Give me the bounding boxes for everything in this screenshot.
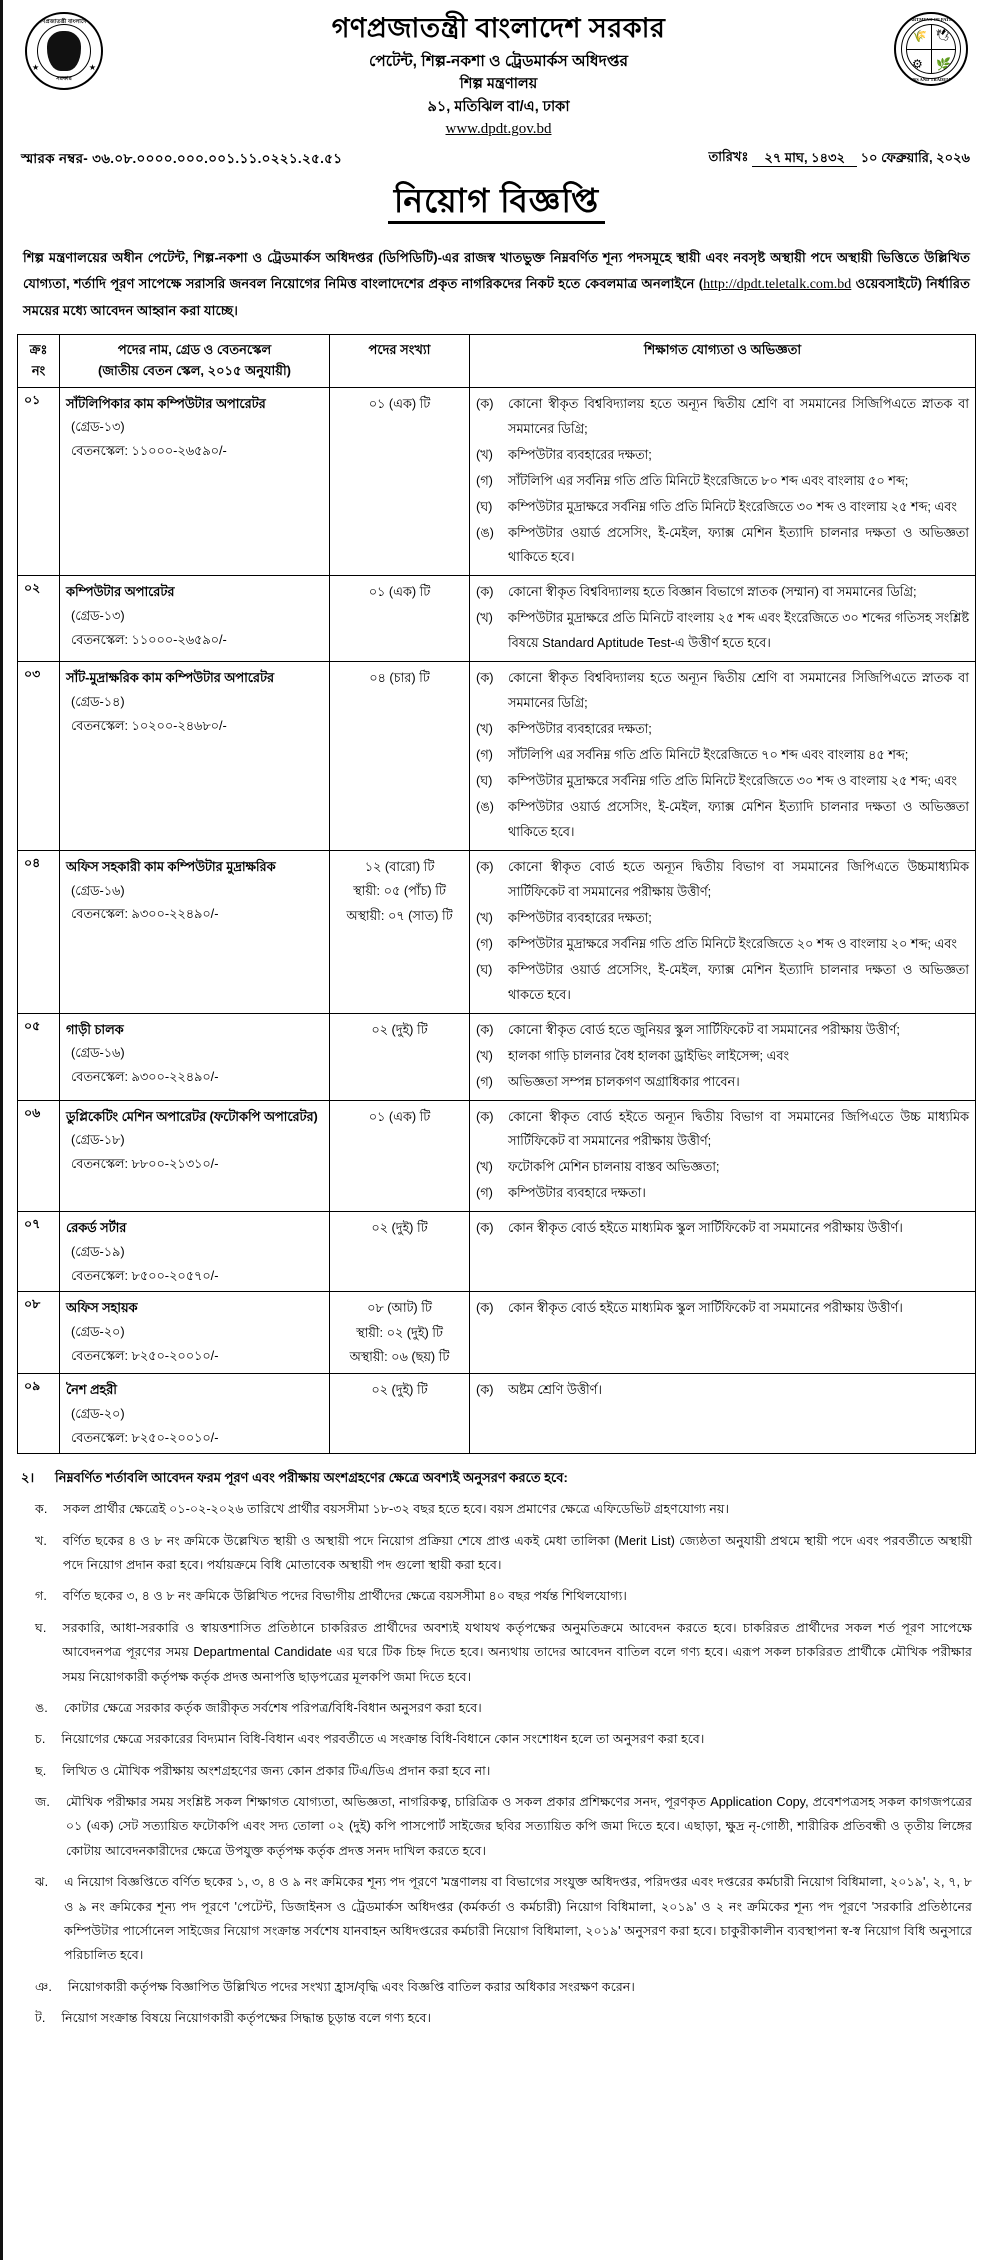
cell-vacancy-count xyxy=(330,1212,470,1292)
seal-star-left-icon: ★ xyxy=(32,63,40,72)
vacancy-count-line: ০১ (এক) টি xyxy=(368,395,431,411)
qualification-marker: (খ) xyxy=(476,909,493,925)
qualification-text: কোনো স্বীকৃত বোর্ড হতে জুনিয়র স্কুল সার্টিফিকেট বা সমমানের পরীক্ষায় উত্তীর্ণ; xyxy=(508,1021,900,1037)
table-row xyxy=(18,1013,976,1100)
government-title: গণপ্রজাতন্ত্রী বাংলাদেশ সরকার xyxy=(331,13,666,43)
qualification-list xyxy=(476,392,969,571)
qualification-text: কোন স্বীকৃত বোর্ড হইতে মাধ্যমিক স্কুল সার্টিফিকেট বা সমমানের পরীক্ষায় উত্তীর্ণ। xyxy=(508,1300,903,1316)
vacancy-count-line: ০১ (এক) টি xyxy=(368,584,431,600)
post-grade: (গ্রেড-১৩) xyxy=(71,419,125,435)
seal-bird-icon: 🕊 xyxy=(935,28,951,42)
post-grade: (গ্রেড-১৬) xyxy=(71,1045,125,1061)
qualification-item xyxy=(476,469,969,494)
qualification-text: কম্পিউটার মুদ্রাক্ষরে সর্বনিম্ন গতি প্রতি মিনিটে ইংরেজিতে ৩০ শব্দ ও বাংলায় ২৫ শব্দ; এবং xyxy=(508,498,957,514)
cell-vacancy-count xyxy=(330,1374,470,1454)
col-header-serial-l2: নং xyxy=(31,362,46,378)
table-row xyxy=(18,1100,976,1212)
cell-qualification xyxy=(470,1212,976,1292)
qualification-marker: (ক) xyxy=(476,1220,494,1236)
condition-text: নিয়োগকারী কর্তৃপক্ষ বিজ্ঞাপিত উল্লিখিত পদের সংখ্যা হ্রাস/বৃদ্ধি এবং বিজ্ঞপ্তি বাতিল করার অধিকার সংরক্ষণ করেন। xyxy=(67,1979,635,1994)
qualification-text: সাঁটলিপি এর সর্বনিম্ন গতি প্রতি মিনিটে ইংরেজিতে ৭০ শব্দ এবং বাংলায় ৪৫ শব্দ; xyxy=(508,747,909,763)
table-row xyxy=(18,576,976,662)
qualification-text: কম্পিউটার ব্যবহারের দক্ষতা; xyxy=(508,446,652,462)
cell-vacancy-count xyxy=(330,662,470,851)
qualification-item xyxy=(476,1155,969,1180)
condition-marker: গ. xyxy=(35,1589,47,1604)
cell-vacancy-count xyxy=(330,387,470,576)
condition-item xyxy=(21,1584,972,1608)
cell-post xyxy=(60,387,330,576)
qualification-text: অষ্টম শ্রেণি উত্তীর্ণ। xyxy=(508,1382,602,1398)
vacancy-count-line: স্থায়ী: ০২ (দুই) টি xyxy=(356,1324,443,1340)
seal-factory-icon: ⚙ xyxy=(912,57,923,71)
post-pay-scale: বেতনস্কেল: ১১০০০-২৬৫৯০/- xyxy=(71,443,227,459)
vacancy-count-line: অস্থায়ী: ০৬ (ছয়) টি xyxy=(349,1348,450,1364)
qualification-marker: (খ) xyxy=(476,721,493,737)
cell-vacancy-count xyxy=(330,1013,470,1100)
dpdt-seal-top-text: DEPARTMENT OF PATENTS xyxy=(901,17,961,22)
table-row xyxy=(18,1292,976,1374)
condition-item xyxy=(21,1497,972,1521)
qualification-item xyxy=(476,1018,969,1043)
cell-qualification xyxy=(470,387,976,576)
cell-serial: ০৩ xyxy=(18,662,60,851)
qualification-marker: (ঙ) xyxy=(476,799,494,815)
qualification-text: কোনো স্বীকৃত বোর্ড হতে অন্যূন দ্বিতীয় বিভাগ বা সমমানের জিপিএতে উচ্চমাধ্যমিক সার্টিফিকেট বা সমমানের পরীক্ষায় উত্তীর্ণ; xyxy=(508,858,969,899)
cell-vacancy-count xyxy=(330,1292,470,1374)
qualification-text: কম্পিউটার ওয়ার্ড প্রসেসিং, ই-মেইল, ফ্যাক্স মেশিন ইত্যাদি চালনার দক্ষতা ও অভিজ্ঞতা থাকিতে হবে। xyxy=(508,524,969,565)
post-grade: (গ্রেড-১৯) xyxy=(71,1244,125,1259)
qualification-list xyxy=(476,1296,969,1321)
qualification-marker: (ক) xyxy=(476,1300,494,1316)
date-bangla: ২৭ মাঘ, ১৪৩২ xyxy=(752,150,857,167)
qualification-item xyxy=(476,1044,969,1069)
post-pay-scale: বেতনস্কেল: ৯৩০০-২২৪৯০/- xyxy=(71,906,219,922)
post-name: অফিস সহায়ক xyxy=(66,1300,138,1316)
qualification-marker: (গ) xyxy=(476,1073,493,1089)
cell-post xyxy=(60,1013,330,1100)
application-url-link[interactable]: http://dpdt.teletalk.com.bd xyxy=(703,277,852,293)
qualification-marker: (ঘ) xyxy=(476,961,493,977)
col-header-qualification: শিক্ষাগত যোগ্যতা ও অভিজ্ঞতা xyxy=(470,335,976,388)
date-label: তারিখঃ xyxy=(708,149,749,165)
condition-marker: ক. xyxy=(35,1502,48,1517)
qualification-item xyxy=(476,606,969,656)
qualification-item xyxy=(476,717,969,742)
condition-item xyxy=(21,1975,972,1999)
vacancy-count-line: ০২ (দুই) টি xyxy=(371,1021,428,1037)
condition-item xyxy=(21,1616,972,1689)
qualification-item xyxy=(476,906,969,931)
col-header-serial-l1: ক্রঃ xyxy=(29,342,48,358)
page-title-text: নিয়োগ বিজ্ঞপ্তি xyxy=(388,182,605,224)
cell-post xyxy=(60,1292,330,1374)
qualification-text: সাঁটলিপি এর সর্বনিম্ন গতি প্রতি মিনিটে ইংরেজিতে ৮০ শব্দ এবং বাংলায় ৫০ শব্দ; xyxy=(508,472,909,488)
condition-text: বর্ণিত ছকের ৩, ৪ ও ৮ নং ক্রমিকে উল্লিখিত পদের বিভাগীয় প্রার্থীদের ক্ষেত্রে বয়সসীমা ৪০ বছর পর্যন্ত শিথিলযোগ্য। xyxy=(62,1589,627,1604)
cell-vacancy-count xyxy=(330,576,470,662)
date-block xyxy=(709,148,970,169)
vacancy-count-line: ০৮ (আট) টি xyxy=(367,1300,432,1316)
condition-marker: চ. xyxy=(35,1732,46,1747)
cell-qualification xyxy=(470,662,976,851)
page-title xyxy=(17,175,976,231)
qualification-marker: (ক) xyxy=(476,1021,494,1037)
cell-post xyxy=(60,1212,330,1292)
vacancy-table xyxy=(17,334,976,1454)
vacancy-count-line: ০২ (দুই) টি xyxy=(371,1220,428,1236)
vacancy-count-line: ০৪ (চার) টি xyxy=(369,670,430,686)
intro-part1: শিল্প মন্ত্রণালয়ের অধীন পেটেন্ট, শিল্প-নকশা ও ট্রেডমার্কস অধিদপ্তর (ডিপিডিটি)-এর রাজস্ব খাতভুক্ত নিম্নবর্ণিত শূন্য পদসমূহে স্থায়ী এবং নবসৃষ্ট অস্থায়ী পদে অস্থায়ী ভিত্তিতে উল্লিখিত যোগ্যতা, শর্তাদি পূরণ সাপেক্ষে সরাসরি জনবল নিয়োগের নিমিত্ত বাংলাদেশের প্রকৃত নাগরিকদের নিকট হতে কেবলমাত্র অনলাইনে ( xyxy=(23,250,970,292)
memo-date-row xyxy=(17,148,976,171)
qualification-list xyxy=(476,1216,969,1241)
qualification-item xyxy=(476,1296,969,1321)
cell-post xyxy=(60,576,330,662)
seal-wheat-icon: 🌾 xyxy=(912,29,927,43)
qualification-text: কম্পিউটার ব্যবহারে দক্ষতা। xyxy=(508,1185,646,1201)
vacancy-count-line: ০১ (এক) টি xyxy=(368,1108,431,1124)
condition-text: বর্ণিত ছকের ৪ ও ৮ নং ক্রমিকে উল্লেখিত স্থায়ী ও অস্থায়ী পদে নিয়োগ প্রক্রিয়া শেষে প্রাপ্ত একই মেধা তালিকা (Merit List) জ্যেষ্ঠতা অনুযায়ী প্রথমে স্থায়ী পদে এবং পরবর্তীতে অস্থায়ী পদে নিয়োগ প্রদান করা হবে। পর্যায়ক্রমে বিধি মোতাবেক অস্থায়ী পদ গুলো স্থায়ী করা হবে। xyxy=(62,1533,972,1572)
qualification-text: কম্পিউটার ব্যবহারের দক্ষতা; xyxy=(508,721,652,737)
cell-serial: ০২ xyxy=(18,576,60,662)
cell-serial: ০৯ xyxy=(18,1374,60,1454)
qualification-marker: (ঙ) xyxy=(476,524,494,540)
condition-marker: ঙ. xyxy=(35,1700,48,1715)
post-grade: (গ্রেড-১৩) xyxy=(71,608,125,624)
qualification-text: কোন স্বীকৃত বোর্ড হইতে মাধ্যমিক স্কুল সার্টিফিকেট বা সমমানের পরীক্ষায় উত্তীর্ণ। xyxy=(508,1220,903,1236)
qualification-list xyxy=(476,1378,969,1403)
qualification-text: কম্পিউটার ওয়ার্ড প্রসেসিং, ই-মেইল, ফ্যাক্স মেশিন ইত্যাদি চালনার দক্ষতা ও অভিজ্ঞতা থাকিতে হবে। xyxy=(508,799,969,839)
qualification-marker: (গ) xyxy=(476,472,493,488)
qualification-list xyxy=(476,580,969,656)
qualification-marker: (ক) xyxy=(476,1382,494,1398)
post-pay-scale: বেতনস্কেল: ৮৫০০-২০৫৭০/- xyxy=(71,1267,219,1283)
qualification-list xyxy=(476,1018,969,1095)
ministry-title: শিল্প মন্ত্রণালয় xyxy=(459,76,538,92)
qualification-item xyxy=(476,958,969,1008)
qualification-marker: (গ) xyxy=(476,1185,493,1201)
qualification-marker: (খ) xyxy=(476,1159,493,1175)
header-text-block xyxy=(103,12,894,138)
qualification-item xyxy=(476,932,969,957)
condition-marker: ঘ. xyxy=(35,1620,47,1635)
condition-text: কোটার ক্ষেত্রে সরকার কর্তৃক জারীকৃত সর্বশেষ পরিপত্র/বিধি-বিধান অনুসরণ করা হবে। xyxy=(63,1700,482,1715)
post-name: নৈশ প্রহরী xyxy=(66,1382,117,1398)
post-grade: (গ্রেড-১৮) xyxy=(71,1132,125,1148)
seal-top-text: গণপ্রজাতন্ত্রী বাংলাদেশ xyxy=(38,19,90,25)
qualification-text: কোনো স্বীকৃত বিশ্ববিদ্যালয় হতে অন্যূন দ্বিতীয় শ্রেণি বা সমমানের সিজিপিএতে স্নাতক বা সমমানের ডিগ্রি; xyxy=(508,670,969,711)
conditions-heading-text: নিম্নবর্ণিত শর্তাবলি আবেদন ফরম পূরণ এবং পরীক্ষায় অংশগ্রহণের ক্ষেত্রে অবশ্যই অনুসরণ করতে হবে: xyxy=(55,1470,568,1486)
qualification-item xyxy=(476,521,969,571)
condition-item xyxy=(21,1790,972,1863)
qualification-text: কম্পিউটার মুদ্রাক্ষরে প্রতি মিনিটে বাংলায় ২৫ শব্দ এবং ইংরেজিতে ৩০ শব্দের গতিসহ সংশ্লিষ্ট বিষয়ে Standard Aptitude Test-এ উত্তীর্ণ হতে হবে। xyxy=(508,610,969,651)
table-row xyxy=(18,850,976,1013)
qualification-item xyxy=(476,495,969,520)
post-pay-scale: বেতনস্কেল: ৯৩০০-২২৪৯০/- xyxy=(71,1069,219,1084)
dpdt-seal-inner xyxy=(906,24,956,74)
condition-text: নিয়োগের ক্ষেত্রে সরকারের বিদ্যমান বিধি-বিধান এবং পরবর্তীতে এ সংক্রান্ত বিধি-বিধানে কোন সংশোধন হলে তা অনুসরণ করা হবে। xyxy=(61,1732,705,1747)
qualification-text: অভিজ্ঞতা সম্পন্ন চালকগণ অগ্রাধিকার পাবেন। xyxy=(508,1073,740,1089)
col-header-post xyxy=(60,335,330,388)
qualification-item xyxy=(476,1105,969,1155)
condition-marker: জ. xyxy=(35,1795,50,1809)
condition-marker: ছ. xyxy=(35,1763,47,1778)
cell-qualification xyxy=(470,1374,976,1454)
qualification-item xyxy=(476,855,969,905)
qualification-item xyxy=(476,580,969,605)
table-row xyxy=(18,662,976,851)
department-title: পেটেন্ট, শিল্প-নকশা ও ট্রেডমার্কস অধিদপ্তর xyxy=(368,52,629,70)
qualification-marker: (গ) xyxy=(476,747,493,763)
condition-text: সরকারি, আধা-সরকারি ও স্বায়ত্তশাসিত প্রতিষ্ঠানে চাকরিরত প্রার্থীদের অবশ্যই যথাযথ কর্তৃপক্ষের অনুমতিক্রমে আবেদন করতে হবে। চাকরিরত প্রার্থীদের সকল শর্ত পূরণ সাপেক্ষে আবেদনপত্র পূরণের সময় Departmental Candidate এর ঘরে টিক চিহ্ন দিতে হবে। অন্যথায় তাদের আবেদন বাতিল বলে গণ্য হবে। এরূপ সকল চাকরিরত প্রার্থীকে মৌখিক পরীক্ষার সময় নিয়োগকারী কর্তৃপক্ষ কর্তৃক প্রদত্ত অনাপত্তি ছাড়পত্রের মূলকপি জমা দিতে হবে। xyxy=(62,1620,972,1684)
seal-bottom-text: সরকার xyxy=(56,76,72,82)
cell-qualification xyxy=(470,850,976,1013)
seal-plant-icon: 🌿 xyxy=(936,57,951,71)
qualification-list xyxy=(476,666,969,845)
office-address: ৯১, মতিঝিল বা/এ, ঢাকা xyxy=(427,99,570,116)
condition-text: লিখিত ও মৌখিক পরীক্ষায় অংশগ্রহণের জন্য কোন প্রকার টিএ/ডিএ প্রদান করা হবে না। xyxy=(62,1763,491,1778)
qualification-item xyxy=(476,1378,969,1403)
qualification-marker: (ক) xyxy=(476,670,494,686)
qualification-text: ফটোকপি মেশিন চালনায় বাস্তব অভিজ্ঞতা; xyxy=(508,1159,720,1175)
qualification-marker: (ক) xyxy=(476,1108,494,1124)
post-name: কম্পিউটার অপারেটর xyxy=(66,584,175,600)
table-row xyxy=(18,1212,976,1292)
vacancy-table-body xyxy=(18,387,976,1454)
qualification-list xyxy=(476,1105,969,1207)
qualification-marker: (খ) xyxy=(476,1047,493,1063)
qualification-text: কম্পিউটার মুদ্রাক্ষরে সর্বনিম্ন গতি প্রতি মিনিটে ইংরেজিতে ২০ শব্দ ও বাংলায় ২০ শব্দ; এবং xyxy=(508,935,957,951)
qualification-list xyxy=(476,855,969,1008)
condition-marker: ট. xyxy=(35,2011,46,2025)
dpdt-seal-bottom-text: DESIGNS AND TRADEMARKS xyxy=(899,77,963,82)
conditions-heading-row xyxy=(21,1466,972,1491)
qualification-item xyxy=(476,1070,969,1095)
condition-item xyxy=(21,1870,972,1968)
post-pay-scale: বেতনস্কেল: ৮২৫০-২০০১০/- xyxy=(71,1429,219,1445)
intro-part2: ওয়েবসাইটে) নির্ধারিত সময়ের মধ্যে আবেদন আহ্বান করা যাচ্ছে। xyxy=(23,276,970,319)
qualification-item xyxy=(476,443,969,468)
qualification-item xyxy=(476,666,969,716)
cell-post xyxy=(60,662,330,851)
cell-serial: ০৪ xyxy=(18,850,60,1013)
cell-post xyxy=(60,850,330,1013)
condition-text: সকল প্রার্থীর ক্ষেত্রেই ০১-০২-২০২৬ তারিখে প্রার্থীর বয়সসীমা ১৮-৩২ বছর হতে হবে। বয়স প্রমাণের ক্ষেত্রে এফিডেভিট গ্রহণযোগ্য নয়। xyxy=(63,1502,729,1517)
post-pay-scale: বেতনস্কেল: ৮২৫০-২০০১০/- xyxy=(71,1347,219,1363)
post-name: অফিস সহকারী কাম কম্পিউটার মুদ্রাক্ষরিক xyxy=(66,858,276,874)
intro-paragraph xyxy=(23,245,970,324)
cell-qualification xyxy=(470,1013,976,1100)
qualification-item xyxy=(476,1216,969,1241)
cell-vacancy-count xyxy=(330,1100,470,1212)
vacancy-count-line: ১২ (বারো) টি xyxy=(364,858,435,874)
vacancy-count-line: ০২ (দুই) টি xyxy=(371,1382,428,1398)
qualification-text: কম্পিউটার ওয়ার্ড প্রসেসিং, ই-মেইল, ফ্যাক্স মেশিন ইত্যাদি চালনার দক্ষতা ও অভিজ্ঞতা থাকতে হবে। xyxy=(508,961,969,1002)
qualification-text: কোনো স্বীকৃত বোর্ড হইতে অন্যূন দ্বিতীয় বিভাগ বা সমমানের জিপিএতে উচ্চ মাধ্যমিক সার্টিফিকেট বা সমমানের পরীক্ষায় উত্তীর্ণ; xyxy=(508,1108,969,1149)
qualification-marker: (ক) xyxy=(476,395,494,411)
condition-marker: খ. xyxy=(35,1533,47,1548)
condition-item xyxy=(21,1727,972,1751)
condition-item xyxy=(21,1529,972,1578)
post-name: সাঁট-মুদ্রাক্ষরিক কাম কম্পিউটার অপারেটর xyxy=(66,670,274,686)
qualification-marker: (ক) xyxy=(476,858,494,874)
condition-text: মৌখিক পরীক্ষার সময় সংশ্লিষ্ট সকল শিক্ষাগত যোগ্যতা, অভিজ্ঞতা, নাগরিকত্ব, চারিত্রিক ও সকল প্রকার প্রশিক্ষণের সনদ, পূরণকৃত Application Copy, প্রবেশপত্রসহ সকল কাগজপত্রের ০১ (এক) সেট সত্যায়িত ফটোকপি এবং সদ্য তোলা ০২ (দুই) কপি পাসপোর্ট সাইজের ছবির সত্যায়িত কপি জমা দিতে হবে। এছাড়া, ক্ষুদ্র নৃ-গোষ্ঠী, শারীরিক প্রতিবন্ধী ও তৃতীয় লিঙ্গের কোটায় আবেদনকারীদের ক্ষেত্রে উপযুক্ত কর্তৃপক্ষ কর্তৃক প্রদত্ত সনদ দাখিল করতে হবে। xyxy=(65,1795,972,1858)
qualification-marker: (খ) xyxy=(476,610,493,626)
col-header-serial xyxy=(18,335,60,388)
qualification-item xyxy=(476,1181,969,1206)
qualification-marker: (খ) xyxy=(476,446,493,462)
date-values xyxy=(752,149,970,168)
cell-serial: ০১ xyxy=(18,387,60,576)
post-name: সাঁটলিপিকার কাম কম্পিউটার অপারেটর xyxy=(66,395,266,411)
post-pay-scale: বেতনস্কেল: ১০২০০-২৪৬৮০/- xyxy=(71,717,227,733)
qualification-text: কোনো স্বীকৃত বিশ্ববিদ্যালয় হতে বিজ্ঞান বিভাগে স্নাতক (সম্মান) বা সমমানের ডিগ্রি; xyxy=(508,584,917,600)
qualification-item xyxy=(476,392,969,442)
qualification-marker: (ঘ) xyxy=(476,773,493,789)
vacancy-count-line: স্থায়ী: ০৫ (পাঁচ) টি xyxy=(353,883,446,899)
document-header xyxy=(17,10,976,138)
cell-serial: ০৫ xyxy=(18,1013,60,1100)
cell-serial: ০৬ xyxy=(18,1100,60,1212)
conditions-list xyxy=(21,1497,972,2030)
cell-post xyxy=(60,1374,330,1454)
dpdt-department-seal-icon xyxy=(894,12,968,86)
post-grade: (গ্রেড-১৬) xyxy=(71,882,125,898)
post-pay-scale: বেতনস্কেল: ১১০০০-২৬৫৯০/- xyxy=(71,631,227,647)
col-header-post-l1: পদের নাম, গ্রেড ও বেতনস্কেল xyxy=(117,342,272,358)
qualification-item xyxy=(476,769,969,794)
qualification-item xyxy=(476,743,969,768)
col-header-count: পদের সংখ্যা xyxy=(330,335,470,388)
qualification-text: কম্পিউটার মুদ্রাক্ষরে সর্বনিম্ন গতি প্রতি মিনিটে ইংরেজিতে ৩০ শব্দ ও বাংলায় ২৫ শব্দ; এবং xyxy=(508,773,957,789)
post-name: ডুপ্লিকেটিং মেশিন অপারেটর (ফটোকপি অপারেটর) xyxy=(66,1108,318,1124)
condition-text: নিয়োগ সংক্রান্ত বিষয়ে নিয়োগকারী কর্তৃপক্ষের সিদ্ধান্ত চূড়ান্ত বলে গণ্য হবে। xyxy=(61,2011,432,2025)
bangladesh-govt-seal-icon xyxy=(25,12,103,90)
cell-post xyxy=(60,1100,330,1212)
seal-star-right-icon: ★ xyxy=(88,63,96,72)
post-grade: (গ্রেড-২০) xyxy=(71,1405,125,1421)
post-name: গাড়ী চালক xyxy=(66,1021,124,1037)
table-row xyxy=(18,1374,976,1454)
post-name: রেকর্ড সর্টার xyxy=(66,1220,127,1236)
table-row xyxy=(18,387,976,576)
condition-item xyxy=(21,2006,972,2030)
condition-item xyxy=(21,1759,972,1783)
cell-vacancy-count xyxy=(330,850,470,1013)
cell-qualification xyxy=(470,1292,976,1374)
website-link[interactable]: www.dpdt.gov.bd xyxy=(445,121,552,138)
cell-serial: ০৮ xyxy=(18,1292,60,1374)
condition-marker: ঝ. xyxy=(35,1875,49,1890)
col-header-post-l2: (জাতীয় বেতন স্কেল, ২০১৫ অনুযায়ী) xyxy=(97,362,292,378)
vacancy-count-line: অস্থায়ী: ০৭ (সাত) টি xyxy=(346,907,453,923)
qualification-marker: (ক) xyxy=(476,584,494,600)
date-english: ১০ ফেব্রুয়ারি, ২০২৬ xyxy=(860,150,970,166)
post-grade: (গ্রেড-১৪) xyxy=(71,693,125,709)
condition-text: এ নিয়োগ বিজ্ঞপ্তিতে বর্ণিত ছকের ১, ৩, ৪ ও ৯ নং ক্রমিকের শূন্য পদ পূরণে 'মন্ত্রণালয় বা বিভাগের সংযুক্ত অধিদপ্তর, পরিদপ্তর এবং দপ্তরের কর্মচারী নিয়োগ বিধিমালা, ২০১৯', ২, ৭, ৮ ও ৯ নং ক্রমিকের শূন্য পদ পূরণে 'পেটেন্ট, ডিজাইনস ও ট্রেডমার্কস অধিদপ্তর (কর্মকর্তা ও কর্মচারী) নিয়োগ বিধিমালা, ২০১৯' ও ২ নং ক্রমিকের শূন্য পদ পূরণে 'সরকারি প্রতিষ্ঠানের কম্পিউটার পার্সোনেল সাইজের নিয়োগ সংক্রান্ত সর্বশেষ যানবাহন অধিদপ্তরের কর্মচারী নিয়োগ বিধিমালা, ২০১৯' অনুসরণ করা হবে। চাকুরীকালীন ব্যবস্থাপনা স্ব-স্ব নিয়োগ বিধি অনুসারে পরিচালিত হবে। xyxy=(64,1875,972,1963)
condition-marker: ঞ. xyxy=(35,1979,52,1994)
qualification-item xyxy=(476,795,969,845)
qualification-text: কম্পিউটার ব্যবহারের দক্ষতা; xyxy=(508,909,652,925)
post-pay-scale: বেতনস্কেল: ৮৮০০-২১৩১০/- xyxy=(71,1155,219,1171)
cell-qualification xyxy=(470,1100,976,1212)
qualification-marker: (ঘ) xyxy=(476,498,493,514)
post-grade: (গ্রেড-২০) xyxy=(71,1324,125,1340)
conditions-number: ২। xyxy=(21,1470,35,1486)
cell-qualification xyxy=(470,576,976,662)
conditions-section xyxy=(21,1466,972,2030)
qualification-text: কোনো স্বীকৃত বিশ্ববিদ্যালয় হতে অন্যূন দ্বিতীয় শ্রেণি বা সমমানের সিজিপিএতে স্নাতক বা সমমানের ডিগ্রি; xyxy=(508,395,969,436)
condition-item xyxy=(21,1696,972,1720)
memo-number: স্মারক নম্বর- ৩৬.০৮.০০০০.০০০.০০১.১১.০২২১.২৫.৫১ xyxy=(21,151,343,167)
table-header-row xyxy=(18,335,976,388)
qualification-marker: (গ) xyxy=(476,935,493,951)
seal-map-shape xyxy=(47,31,81,71)
cell-serial: ০৭ xyxy=(18,1212,60,1292)
qualification-text: হালকা গাড়ি চালনার বৈধ হালকা ড্রাইভিং লাইসেন্স; এবং xyxy=(508,1047,790,1063)
